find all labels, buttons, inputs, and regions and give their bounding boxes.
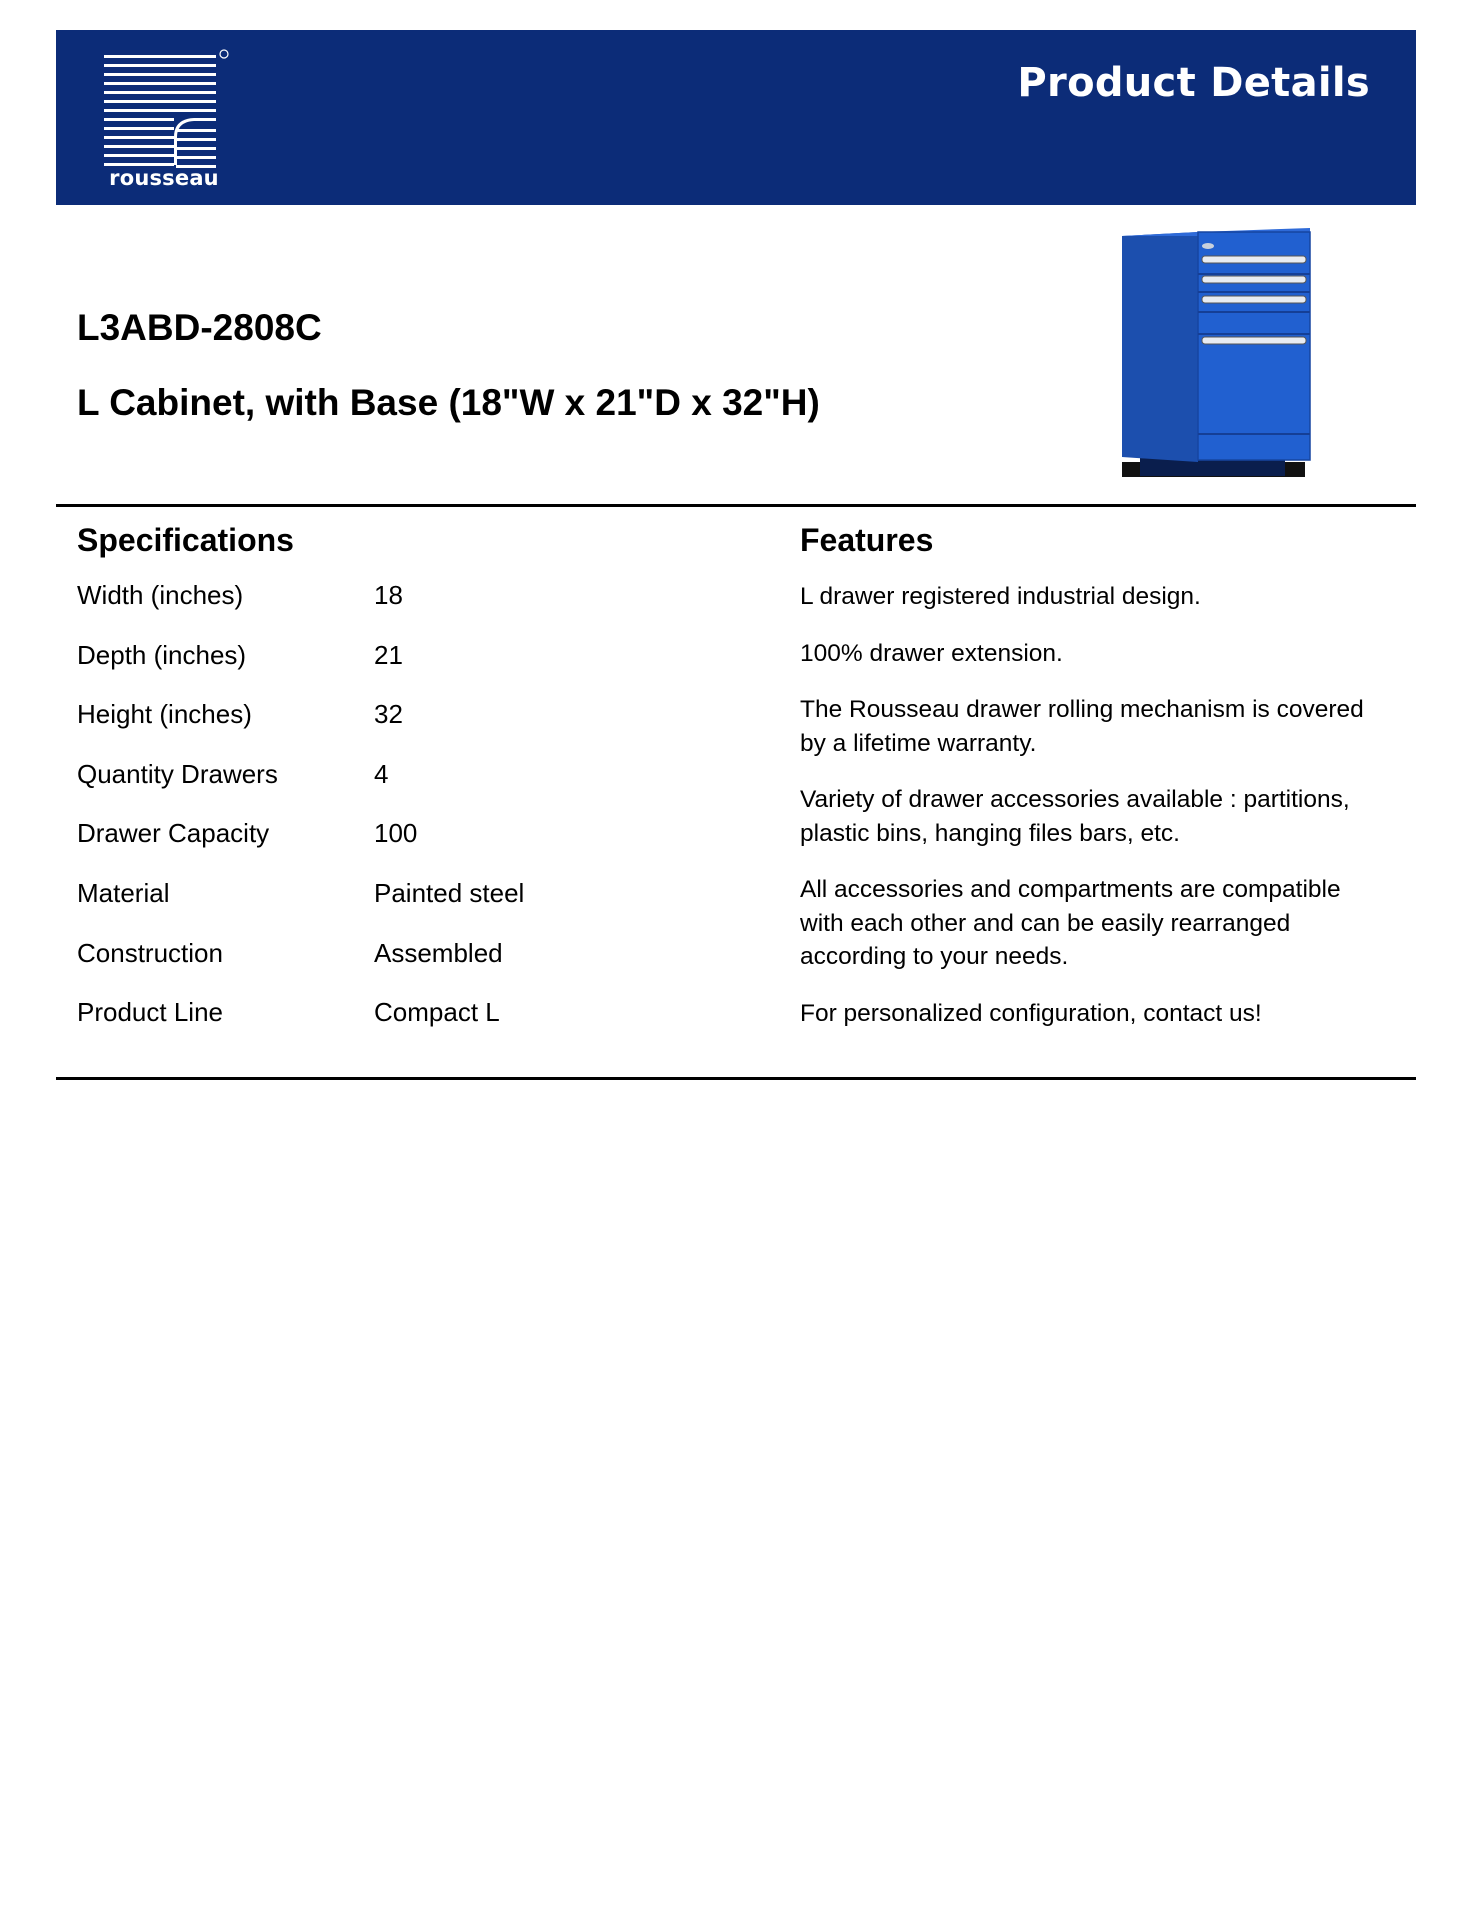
feature-item: 100% drawer extension. [800,639,1063,667]
spec-row [77,878,697,938]
spec-value: 21 [374,639,403,670]
product-name: L Cabinet, with Base (18"W x 21"D x 32"H) [77,382,820,423]
header-banner [56,30,1416,205]
spec-value: 4 [374,758,389,789]
feature-item: For personalized configuration, contact us! [800,999,1262,1027]
spec-label: Width (inches) [77,580,244,610]
spec-value: Painted steel [374,877,525,908]
spec-value: Assembled [374,937,503,968]
spec-label: Quantity Drawers [77,758,278,789]
spec-row [77,818,697,878]
spec-label: Product Line [77,997,223,1028]
blue-drawer-cabinet-icon [1110,222,1360,484]
spec-label: Depth (inches) [77,639,247,670]
section-divider-top [56,504,1416,507]
features-heading: Features [800,522,934,558]
spec-value: Compact L [374,997,500,1028]
feature-item: The Rousseau drawer rolling mechanism is covered by a lifetime warranty. [800,696,1364,757]
product-sku: L3ABD-2808C [77,307,322,348]
features-list [800,580,1390,1053]
specifications-heading: Specifications [77,522,294,558]
feature-item: L drawer registered industrial design. [800,583,1201,610]
spec-row [77,759,697,819]
brand-name: rousseau [109,166,219,190]
spec-label: Construction [77,937,223,968]
feature-item: All accessories and compartments are compatible with each other and can be easily rearranged according to your needs. [800,876,1341,970]
spec-row [77,640,697,700]
spec-row [77,699,697,759]
section-divider-bottom [56,1077,1416,1080]
spec-label: Material [77,877,170,908]
page-title: Product Details [1017,60,1370,106]
spec-value: 100 [374,818,418,849]
spec-row [77,938,697,998]
spec-value: 18 [374,580,403,610]
spec-value: 32 [374,699,403,730]
spec-label: Height (inches) [77,699,252,730]
spec-label: Drawer Capacity [77,818,270,849]
feature-item: Variety of drawer accessories available : partitions, plastic bins, hanging files bars, etc. [800,786,1350,847]
specifications-table [77,580,697,1057]
spec-row [77,580,697,640]
spec-row [77,997,697,1057]
